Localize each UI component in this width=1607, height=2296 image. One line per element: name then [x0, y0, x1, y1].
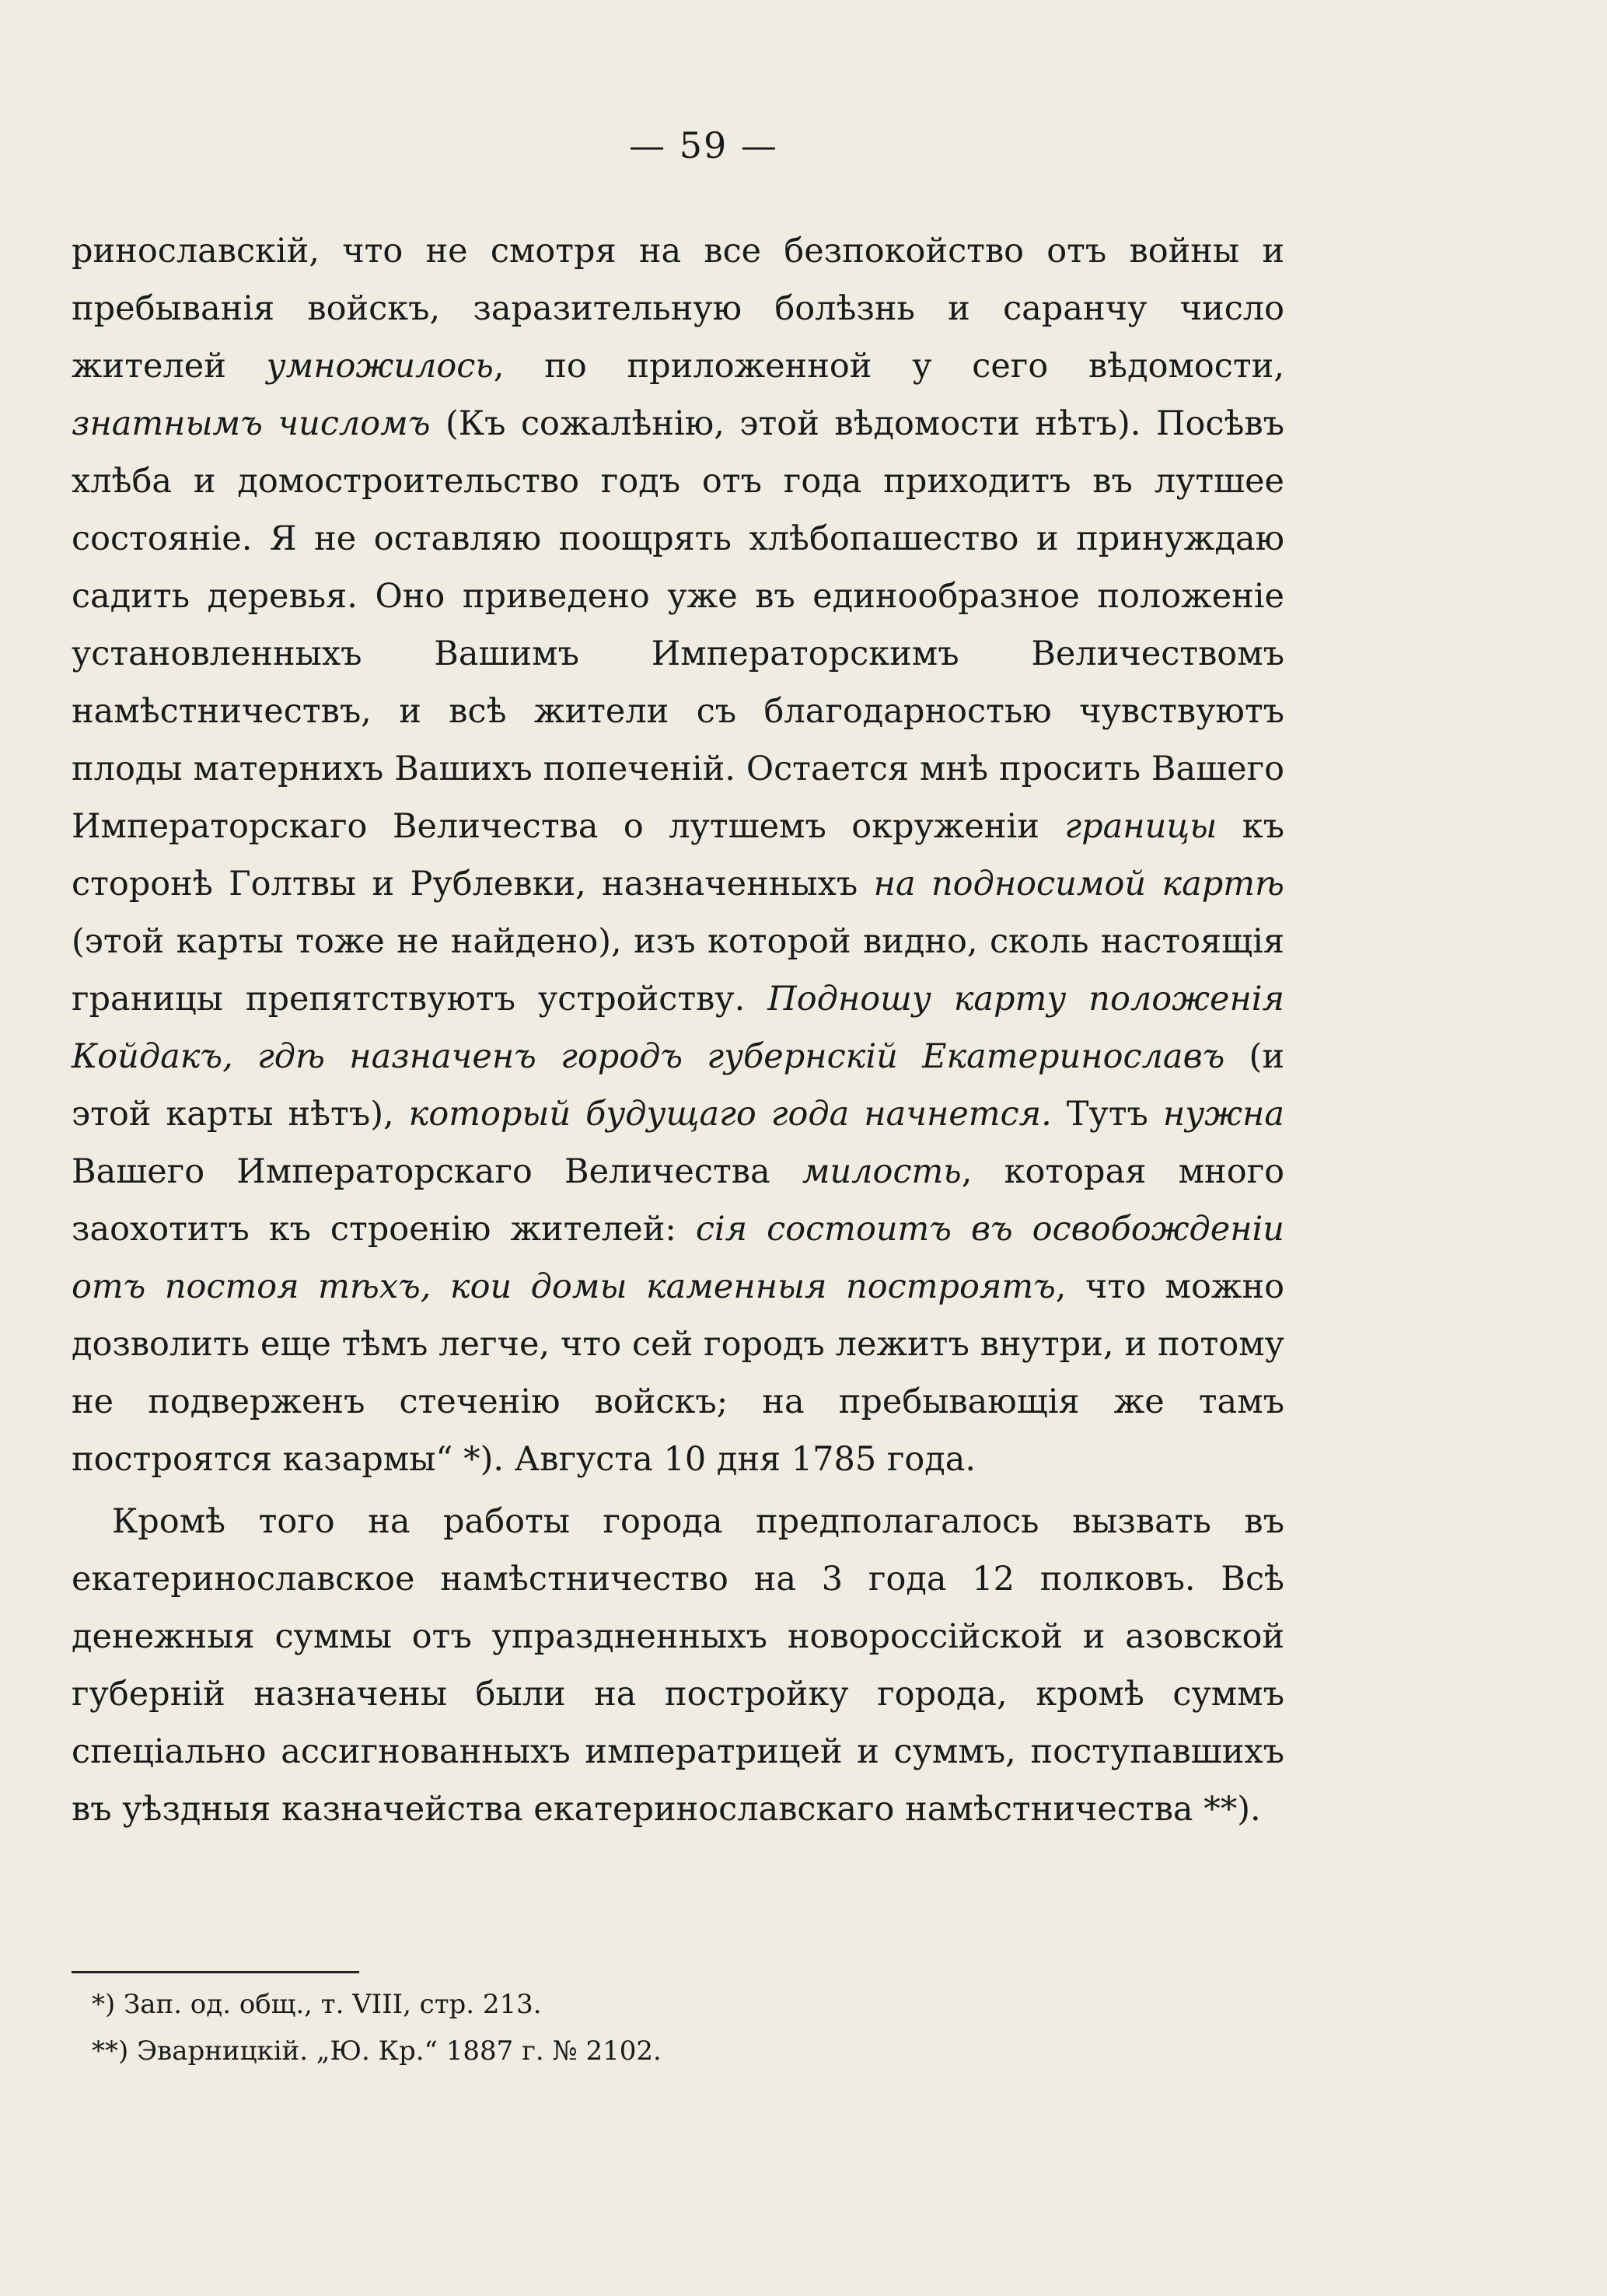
footnote-1: *) Зап. од. общ., т. VIII, стр. 213.	[92, 1989, 542, 2020]
italic-run: умножилось	[266, 347, 494, 386]
body-text	[72, 222, 1284, 1838]
text-run: , по приложенной у сего вѣдомости,	[493, 347, 1285, 386]
footnote-divider	[72, 1971, 359, 1973]
page-number: — 59 —	[629, 124, 778, 166]
italic-run: на подносимой картѣ	[873, 865, 1284, 903]
text-run: (этой карты тоже не найдено), изъ которой видно, сколь настоящія границы препятствуютъ устройству.	[72, 922, 1284, 1019]
paragraph-1	[72, 222, 1284, 1488]
italic-run: границы	[1064, 807, 1217, 846]
text-run: , что можно дозволить еще тѣмъ легче, что сей городъ лежитъ внутри, и потому не подверженъ стеченію войскъ; на пребывающія же тамъ построятся казармы“ *). Августа 10 дня 1785 года.	[72, 1267, 1284, 1479]
italic-run: Подношу карту положенія Койдакъ, гдѣ назначенъ городъ губернскій Екатеринославъ	[72, 980, 1284, 1076]
text-run: (и этой карты нѣтъ),	[72, 1037, 1284, 1134]
text-run: (Къ сожалѣнію, этой вѣдомости нѣтъ). Посѣвъ хлѣба и домостроительство годъ отъ года приходитъ въ лутшее состояніе. Я не оставляю поощрять хлѣбопашество и принуждаю садить деревья. Оно приведено уже въ единообразное положеніе установленныхъ Вашимъ Императорскимъ Величествомъ намѣстничествъ, и всѣ жители съ благодарностью чувствуютъ плоды матернихъ Вашихъ попеченій. Остается мнѣ просить Вашего Императорскаго Величества о лутшемъ окруженіи	[72, 404, 1284, 846]
footnotes	[92, 1981, 662, 2074]
text-run: Вашего Императорскаго Величества	[72, 1152, 802, 1191]
text-run: Тутъ	[1051, 1095, 1163, 1134]
text-run: , которая много заохотитъ къ строенію жителей:	[72, 1152, 1284, 1249]
italic-run: нужна	[1162, 1095, 1284, 1134]
italic-run: сія состоитъ въ освобожденіи отъ постоя тѣхъ, кои домы каменныя построятъ	[72, 1210, 1284, 1306]
footnote-2: **) Эварницкій. „Ю. Кр.“ 1887 г. № 2102.	[92, 2036, 662, 2067]
text-run: ринославскій, что не смотря на все безпокойство отъ войны и пребыванія войскъ, заразительную болѣзнь и саранчу число жителей	[72, 232, 1284, 386]
italic-run: знатнымъ числомъ	[72, 404, 431, 443]
paragraph-2: Кромѣ того на работы города предполагалось вызвать въ екатеринославское намѣстничество на 3 года 12 полковъ. Всѣ денежныя суммы отъ упраздненныхъ новороссійской и азовской губерній назначены были на постройку города, кромѣ суммъ спеціально ассигнованныхъ императрицей и суммъ, поступавшихъ въ уѣздныя казначейства екатеринославскаго намѣстничества **).	[72, 1502, 1284, 1829]
italic-run: который будущаго года начнется.	[408, 1095, 1052, 1134]
italic-run: милость	[802, 1152, 962, 1191]
text-run: къ сторонѣ Голтвы и Рублевки, назначенныхъ	[72, 807, 1284, 903]
